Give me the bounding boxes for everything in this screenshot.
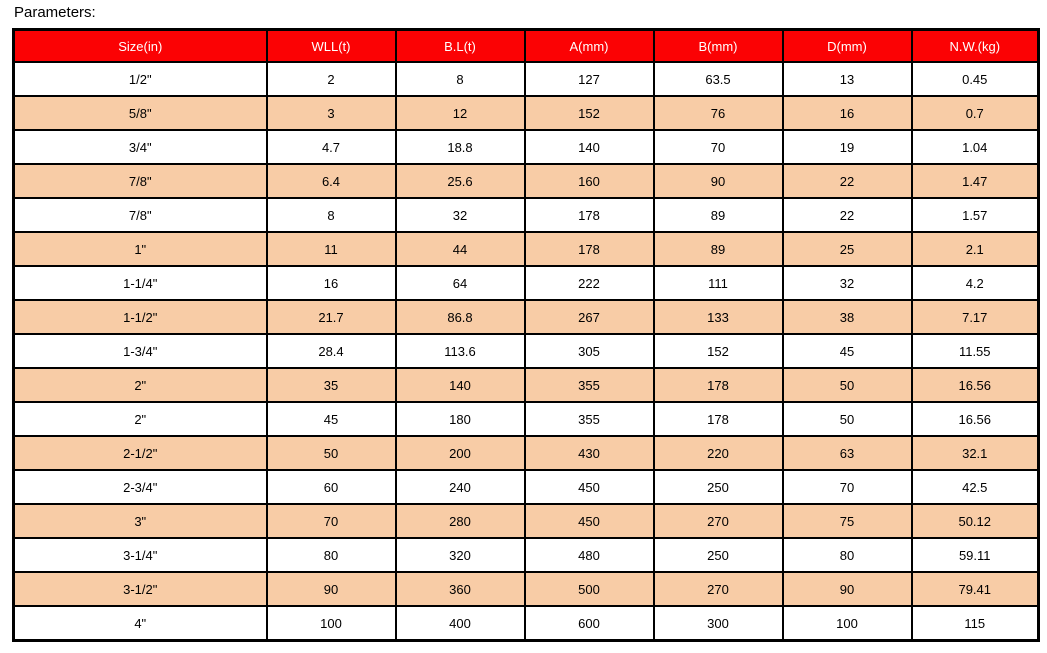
table-row: [14, 368, 1039, 402]
column-header: N.W.(kg): [912, 30, 1039, 63]
table-cell: 2-3/4": [14, 470, 267, 504]
table-cell: 32: [396, 198, 525, 232]
table-row: [14, 300, 1039, 334]
table-cell: 500: [525, 572, 654, 606]
table-row: [14, 470, 1039, 504]
table-cell: 32: [783, 266, 912, 300]
table-cell: 280: [396, 504, 525, 538]
table-cell: 113.6: [396, 334, 525, 368]
table-cell: 50: [267, 436, 396, 470]
table-cell: 11: [267, 232, 396, 266]
table-cell: 1-1/4": [14, 266, 267, 300]
table-cell: 1.47: [912, 164, 1039, 198]
table-cell: 178: [654, 402, 783, 436]
table-cell: 3-1/2": [14, 572, 267, 606]
table-cell: 12: [396, 96, 525, 130]
table-cell: 3": [14, 504, 267, 538]
table-row: [14, 538, 1039, 572]
table-row: [14, 96, 1039, 130]
table-cell: 45: [267, 402, 396, 436]
table-cell: 89: [654, 232, 783, 266]
table-cell: 140: [525, 130, 654, 164]
table-cell: 250: [654, 470, 783, 504]
table-cell: 89: [654, 198, 783, 232]
table-cell: 4.2: [912, 266, 1039, 300]
table-row: [14, 436, 1039, 470]
table-cell: 86.8: [396, 300, 525, 334]
table-row: [14, 266, 1039, 300]
table-cell: 21.7: [267, 300, 396, 334]
table-row: [14, 164, 1039, 198]
table-cell: 3-1/4": [14, 538, 267, 572]
column-header: B(mm): [654, 30, 783, 63]
table-cell: 19: [783, 130, 912, 164]
table-cell: 1-3/4": [14, 334, 267, 368]
table-cell: 178: [525, 232, 654, 266]
table-cell: 16.56: [912, 402, 1039, 436]
table-cell: 50: [783, 368, 912, 402]
table-cell: 63.5: [654, 62, 783, 96]
table-row: [14, 402, 1039, 436]
table-cell: 42.5: [912, 470, 1039, 504]
table-cell: 3/4": [14, 130, 267, 164]
table-cell: 240: [396, 470, 525, 504]
table-cell: 250: [654, 538, 783, 572]
table-cell: 270: [654, 504, 783, 538]
table-cell: 22: [783, 198, 912, 232]
table-cell: 90: [783, 572, 912, 606]
table-header-row: [14, 30, 1039, 63]
table-cell: 2-1/2": [14, 436, 267, 470]
table-row: [14, 572, 1039, 606]
table-cell: 50: [783, 402, 912, 436]
column-header: WLL(t): [267, 30, 396, 63]
table-cell: 70: [267, 504, 396, 538]
table-cell: 115: [912, 606, 1039, 641]
table-cell: 305: [525, 334, 654, 368]
table-body: [14, 62, 1039, 641]
table-cell: 4": [14, 606, 267, 641]
table-cell: 1.57: [912, 198, 1039, 232]
table-cell: 76: [654, 96, 783, 130]
table-cell: 75: [783, 504, 912, 538]
table-cell: 127: [525, 62, 654, 96]
table-cell: 7.17: [912, 300, 1039, 334]
table-cell: 7/8": [14, 198, 267, 232]
table-cell: 222: [525, 266, 654, 300]
column-header: B.L(t): [396, 30, 525, 63]
table-cell: 450: [525, 504, 654, 538]
table-cell: 430: [525, 436, 654, 470]
table-cell: 5/8": [14, 96, 267, 130]
table-cell: 355: [525, 368, 654, 402]
table-cell: 25: [783, 232, 912, 266]
table-cell: 178: [654, 368, 783, 402]
table-cell: 32.1: [912, 436, 1039, 470]
column-header: A(mm): [525, 30, 654, 63]
table-cell: 480: [525, 538, 654, 572]
table-cell: 178: [525, 198, 654, 232]
table-cell: 0.7: [912, 96, 1039, 130]
table-cell: 59.11: [912, 538, 1039, 572]
table-cell: 180: [396, 402, 525, 436]
table-cell: 1": [14, 232, 267, 266]
table-row: [14, 232, 1039, 266]
table-cell: 450: [525, 470, 654, 504]
table-cell: 200: [396, 436, 525, 470]
table-cell: 140: [396, 368, 525, 402]
table-cell: 63: [783, 436, 912, 470]
table-cell: 13: [783, 62, 912, 96]
column-header: Size(in): [14, 30, 267, 63]
table-row: [14, 130, 1039, 164]
table-cell: 18.8: [396, 130, 525, 164]
page-title: Parameters:: [14, 4, 96, 21]
table-cell: 2: [267, 62, 396, 96]
table-cell: 1/2": [14, 62, 267, 96]
table-cell: 4.7: [267, 130, 396, 164]
table-row: [14, 606, 1039, 641]
table-cell: 1.04: [912, 130, 1039, 164]
table-cell: 360: [396, 572, 525, 606]
table-cell: 160: [525, 164, 654, 198]
table-cell: 35: [267, 368, 396, 402]
table-cell: 16: [267, 266, 396, 300]
table-cell: 220: [654, 436, 783, 470]
table-cell: 80: [267, 538, 396, 572]
table-row: [14, 334, 1039, 368]
table-cell: 6.4: [267, 164, 396, 198]
table-cell: 60: [267, 470, 396, 504]
table-cell: 400: [396, 606, 525, 641]
table-cell: 355: [525, 402, 654, 436]
table-cell: 270: [654, 572, 783, 606]
table-cell: 28.4: [267, 334, 396, 368]
table-cell: 152: [654, 334, 783, 368]
table-cell: 80: [783, 538, 912, 572]
table-row: [14, 504, 1039, 538]
table-cell: 70: [783, 470, 912, 504]
table-cell: 90: [654, 164, 783, 198]
table-cell: 11.55: [912, 334, 1039, 368]
table-cell: 111: [654, 266, 783, 300]
table-cell: 64: [396, 266, 525, 300]
table-cell: 45: [783, 334, 912, 368]
table-cell: 8: [267, 198, 396, 232]
table-cell: 16.56: [912, 368, 1039, 402]
table-cell: 2": [14, 402, 267, 436]
table-cell: 44: [396, 232, 525, 266]
table-cell: 2.1: [912, 232, 1039, 266]
table-cell: 600: [525, 606, 654, 641]
table-cell: 7/8": [14, 164, 267, 198]
table-cell: 16: [783, 96, 912, 130]
column-header: D(mm): [783, 30, 912, 63]
table-cell: 3: [267, 96, 396, 130]
table-cell: 0.45: [912, 62, 1039, 96]
table-cell: 38: [783, 300, 912, 334]
table-cell: 8: [396, 62, 525, 96]
table-cell: 320: [396, 538, 525, 572]
table-cell: 90: [267, 572, 396, 606]
table-cell: 100: [783, 606, 912, 641]
table-cell: 79.41: [912, 572, 1039, 606]
table-cell: 50.12: [912, 504, 1039, 538]
table-cell: 133: [654, 300, 783, 334]
table-cell: 1-1/2": [14, 300, 267, 334]
table-row: [14, 198, 1039, 232]
table-cell: 22: [783, 164, 912, 198]
table-cell: 25.6: [396, 164, 525, 198]
table-cell: 70: [654, 130, 783, 164]
parameters-table: [12, 28, 1040, 642]
table-cell: 300: [654, 606, 783, 641]
table-cell: 152: [525, 96, 654, 130]
table-cell: 100: [267, 606, 396, 641]
table-row: [14, 62, 1039, 96]
table-cell: 267: [525, 300, 654, 334]
table-cell: 2": [14, 368, 267, 402]
